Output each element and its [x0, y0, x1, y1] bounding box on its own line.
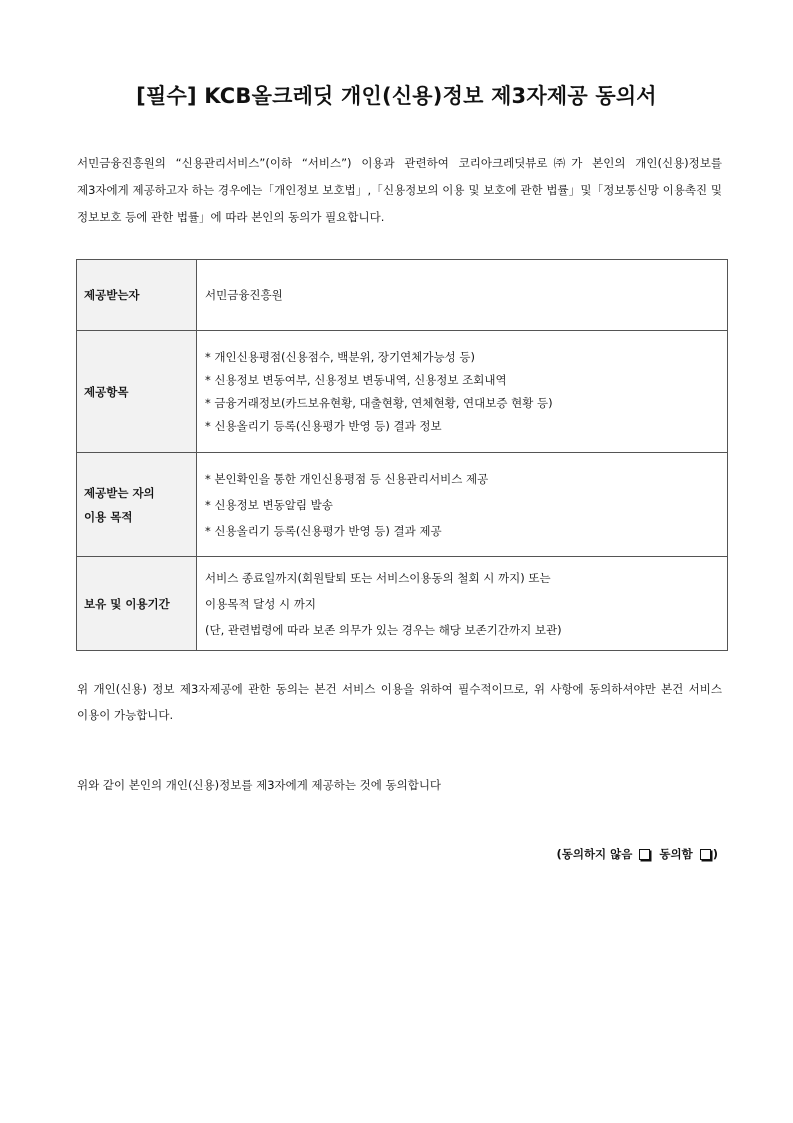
- disagree-label: 동의하지 않음: [561, 847, 633, 861]
- purpose-label-line: 이용 목적: [84, 509, 133, 524]
- list-item: * 본인확인을 통한 개인신용평점 등 신용관리서비스 제공: [205, 471, 489, 486]
- table-row-period: [77, 557, 728, 651]
- purpose-label-line: 제공받는 자의: [84, 485, 155, 500]
- period-label: 보유 및 이용기간: [77, 557, 197, 651]
- agree-checkbox[interactable]: [700, 849, 711, 860]
- choice-open-paren: (: [556, 847, 562, 861]
- consent-choice: [556, 846, 718, 862]
- table-row-items: [77, 331, 728, 453]
- period-list: [197, 557, 728, 651]
- disagree-checkbox[interactable]: [639, 849, 650, 860]
- list-item: * 개인신용평점(신용점수, 백분위, 장기연체가능성 등): [205, 349, 475, 364]
- list-item: * 신용정보 변동여부, 신용정보 변동내역, 신용정보 조회내역: [205, 372, 507, 387]
- recipient-label: 제공받는자: [77, 260, 197, 331]
- mandatory-note: 위 개인(신용) 정보 제3자제공에 관한 동의는 본건 서비스 이용을 위하여 필수적이므로, 위 사항에 동의하셔야만 본건 서비스 이용이 가능합니다.: [77, 682, 722, 722]
- list-item: 이용목적 달성 시 까지: [205, 596, 316, 611]
- purpose-list: [197, 453, 728, 557]
- choice-close-paren: ): [712, 847, 718, 861]
- intro-paragraph: 서민금융진흥원의 “신용관리서비스”(이하 “서비스”) 이용과 관련하여 코리아크레딧뷰로㈜가 본인의 개인(신용)정보를 제3자에게 제공하고자 하는 경우에는「개인정보 보호법」,「신용정보의 이용 및 보호에 관한 법률」및「정보통신망 이용촉진 및 정보보호 등에 관한 법률」에 따라 본인의 동의가 필요합니다.: [77, 156, 722, 224]
- list-item: * 신용정보 변동알림 발송: [205, 497, 333, 512]
- purpose-label: [77, 453, 197, 557]
- list-item: * 금융거래정보(카드보유현황, 대출현황, 연체현황, 연대보증 현황 등): [205, 395, 553, 410]
- agree-label: 동의함: [659, 847, 693, 861]
- recipient-value: 서민금융진흥원: [197, 260, 728, 331]
- list-item: * 신용올리기 등록(신용평가 반영 등) 결과 제공: [205, 523, 442, 538]
- agree-statement: 위와 같이 본인의 개인(신용)정보를 제3자에게 제공하는 것에 동의합니다: [77, 778, 442, 792]
- list-item: * 신용올리기 등록(신용평가 반영 등) 결과 정보: [205, 418, 442, 433]
- items-label: 제공항목: [77, 331, 197, 453]
- list-item: 서비스 종료일까지(회원탈퇴 또는 서비스이용동의 철회 시 까지) 또는: [205, 570, 551, 585]
- table-row-recipient: [77, 260, 728, 331]
- list-item: (단, 관련법령에 따라 보존 의무가 있는 경우는 해당 보존기간까지 보관): [205, 622, 562, 637]
- document-title: [필수] KCB올크레딧 개인(신용)정보 제3자제공 동의서: [136, 84, 657, 108]
- table-row-purpose: [77, 453, 728, 557]
- items-list: [197, 331, 728, 453]
- consent-table: [76, 259, 728, 651]
